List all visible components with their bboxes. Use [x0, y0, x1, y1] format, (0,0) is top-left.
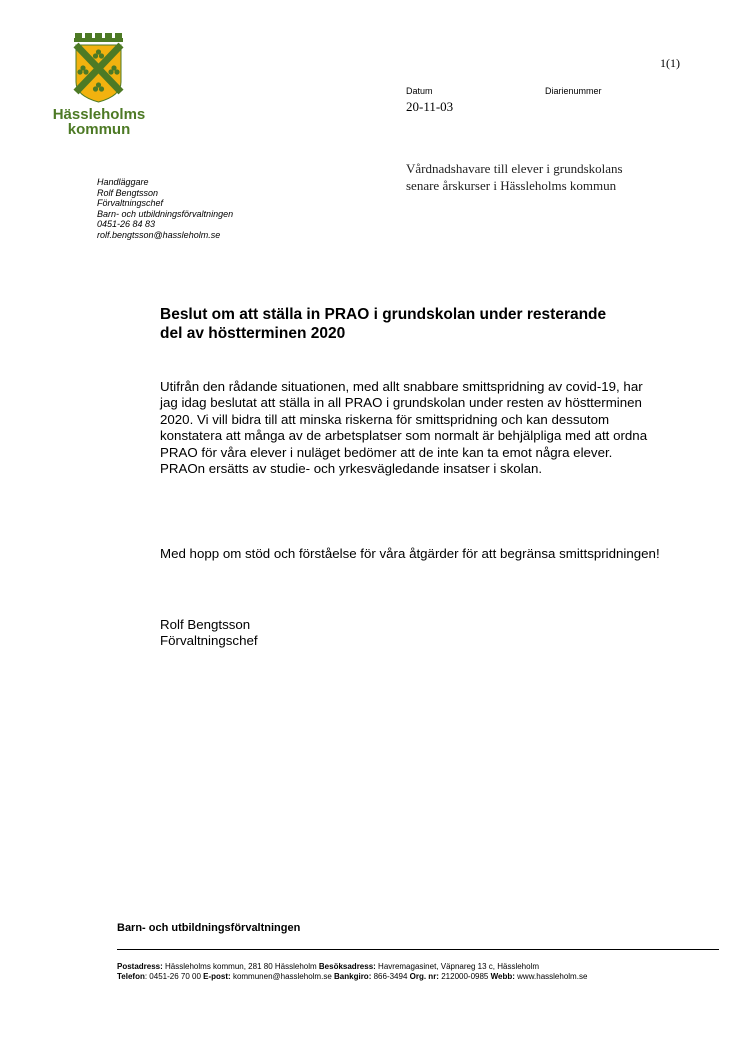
- letter-title: Beslut om att ställa in PRAO i grundskolan under resterande del av höstterminen 2020: [160, 306, 607, 342]
- sender-title: Förvaltningschef: [97, 198, 164, 209]
- sender-department: Barn- och utbildningsförvaltningen: [97, 208, 234, 219]
- bankgiro-label: Bankgiro:: [334, 972, 372, 981]
- epost-label: E-post:: [203, 972, 231, 981]
- besok-value: Havremagasinet, Väpnareg 13 c, Hässleholm: [378, 962, 540, 971]
- footer-address-line: [117, 962, 539, 972]
- signature-name: Rolf Bengtsson: [160, 617, 251, 632]
- sender-email[interactable]: rolf.bengtsson@hassleholm.se: [97, 229, 221, 240]
- besok-label: Besöksadress:: [318, 962, 376, 971]
- letter-paragraph: Utifrån den rådande situationen, med allt snabbare smittspridning av covid-19, har jag idag beslutat att ställa in all PRAO i grundskolan under resten av höstterminen 2020. Vi vill bidra till att minska riskerna för smittspridning och kan dessutom konstatera att många av de arbetsplatser som normalt är behjälpliga med att ordna PRAO för våra elever i nuläget bedömer att de inte kan ta emot några elever. PRAOn ersätts av studie- och yrkesvägledande insatser i skolan.: [160, 379, 648, 477]
- footer-divider: [117, 949, 719, 950]
- postadress-label: Postadress:: [117, 962, 163, 971]
- sender-name: Rolf Bengtsson: [97, 187, 159, 198]
- letter-paragraph: Med hopp om stöd och förståelse för våra åtgärder för att begränsa smittspridningen!: [160, 546, 660, 561]
- telefon-label: Telefon: [117, 972, 145, 981]
- footer-organization: Barn- och utbildningsförvaltningen: [117, 922, 301, 934]
- recipient-line: Vårdnadshavare till elever i grundskolans: [406, 161, 623, 176]
- webb-label: Webb:: [490, 972, 515, 981]
- orgnr-label: Org. nr:: [409, 972, 439, 981]
- sender-role: Handläggare: [97, 177, 149, 187]
- bankgiro-value: 866-3494: [373, 972, 408, 981]
- coat-of-arms-icon: [68, 30, 158, 108]
- page-number: 1(1): [660, 56, 680, 70]
- date-value: 20-11-03: [406, 99, 454, 114]
- footer-contact-line: [117, 972, 587, 982]
- postadress-value: Hässleholms kommun, 281 80 Hässleholm: [165, 962, 317, 971]
- signature-title: Förvaltningschef: [160, 633, 258, 649]
- diarienummer-label: Diarienummer: [545, 86, 602, 96]
- date-label: Datum: [406, 86, 433, 96]
- sender-block: [97, 177, 233, 241]
- telefon-value: : 0451-26 70 00: [144, 972, 201, 981]
- signature: [160, 617, 258, 650]
- webb-value[interactable]: www.hassleholm.se: [517, 972, 588, 981]
- epost-value[interactable]: kommunen@hassleholm.se: [232, 972, 332, 981]
- recipient: [406, 160, 706, 194]
- orgnr-value: 212000-0985: [441, 972, 489, 981]
- recipient-line: senare årskurser i Hässleholms kommun: [406, 178, 617, 193]
- sender-phone: 0451-26 84 83: [97, 219, 156, 230]
- municipality-name: Hässleholms kommun: [52, 106, 146, 138]
